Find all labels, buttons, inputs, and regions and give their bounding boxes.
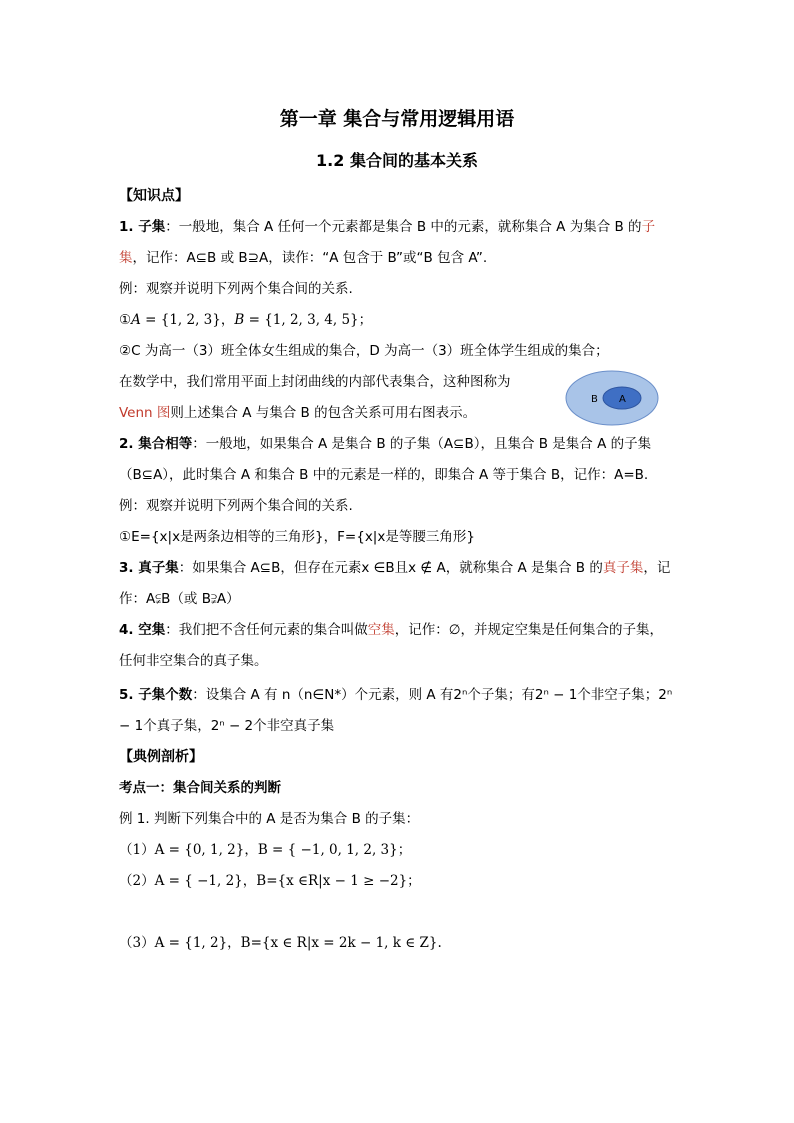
point-5-line-2: − 1个真子集，2ⁿ − 2个非空真子集 — [119, 718, 335, 734]
examples-heading: 【典例剖析】 — [119, 749, 203, 765]
knowledge-heading: 【知识点】 — [119, 188, 189, 204]
example-1-a: ①A = {1, 2, 3}，B = {1, 2, 3, 4, 5}； — [119, 312, 373, 328]
question-1: 例 1. 判断下列集合中的 A 是否为集合 B 的子集： — [119, 811, 420, 827]
venn-keyword: Venn 图 — [119, 405, 171, 421]
chapter-title: 第一章 集合与常用逻辑用语 — [279, 108, 515, 130]
point-4-label: 4. 空集 — [119, 622, 166, 638]
point-3-keyword: 真子集 — [602, 560, 644, 576]
point-2-label: 2. 集合相等 — [119, 436, 193, 452]
topic-1-heading: 考点一：集合间关系的判断 — [119, 780, 281, 796]
example-1-b: ②C 为高一（3）班全体女生组成的集合，D 为高一（3）班全体学生组成的集合； — [119, 343, 609, 359]
venn-text-1: 在数学中，我们常用平面上封闭曲线的内部代表集合，这种图称为 — [119, 374, 511, 390]
example-1-prompt: 例：观察并说明下列两个集合间的关系. — [119, 281, 353, 297]
point-1-line-2 — [119, 248, 487, 268]
point-1-text-2: ，记作：A⊆B 或 B⊇A，读作：“A 包含于 B”或“B 包含 A”. — [132, 250, 488, 266]
venn-text-2: Venn 图则上述集合 A 与集合 B 的包含关系可用右图表示。 — [119, 405, 477, 421]
point-1-label: 1. 子集 — [119, 219, 166, 235]
question-1-part-1: （1）A = {0, 1, 2}，B = { −1, 0, 1, 2, 3}； — [119, 842, 412, 858]
point-3-line-2: 作：A⫋B（或 B⫌A） — [119, 591, 240, 607]
question-1-part-3: （3）A = {1, 2}，B={x ∈ R|x = 2k − 1, k ∈ Z}. — [119, 935, 442, 951]
point-4-line-1: 4. 空集：我们把不含任何元素的集合叫做空集，记作：∅，并规定空集是任何集合的子集， — [119, 622, 663, 638]
point-4-line-2: 任何非空集合的真子集。 — [119, 653, 268, 669]
point-1-keyword: 子 — [641, 219, 656, 235]
set-b-label: B — [591, 394, 598, 405]
point-5-line-1: 5. 子集个数：设集合 A 有 n（n∈N*）个元素，则 A 有2ⁿ个子集；有2ⁿ − 1个非空子集；2ⁿ — [119, 687, 673, 703]
section-title: 1.2 集合间的基本关系 — [316, 151, 478, 170]
example-2-prompt: 例：观察并说明下列两个集合间的关系. — [119, 498, 353, 514]
example-2-a: ①E={x|x是两条边相等的三角形}，F={x|x是等腰三角形} — [119, 529, 475, 545]
point-1-keyword-2: 集 — [119, 250, 133, 266]
point-2-line-2: （B⊆A），此时集合 A 和集合 B 中的元素是一样的，即集合 A 等于集合 B，记作：A=B. — [119, 467, 649, 483]
point-5-label: 5. 子集个数 — [119, 687, 193, 703]
point-1-line-1 — [119, 217, 655, 237]
venn-diagram — [565, 370, 659, 426]
question-1-part-2: （2）A = { −1, 2}，B={x ∈R|x − 1 ≥ −2}； — [119, 873, 421, 889]
set-a-label: A — [619, 394, 626, 405]
point-2-line-1: 2. 集合相等：一般地，如果集合 A 是集合 B 的子集（A⊆B），且集合 B 是集合 A 的子集 — [119, 436, 652, 452]
point-4-keyword: 空集 — [367, 622, 395, 638]
point-3-label: 3. 真子集 — [119, 560, 179, 576]
point-3-line-1: 3. 真子集：如果集合 A⊆B，但存在元素x ∈B且x ∉ A，就称集合 A 是集合 B 的真子集，记 — [119, 560, 671, 576]
point-1-text: ：一般地，集合 A 任何一个元素都是集合 B 中的元素，就称集合 A 为集合 B 的 — [165, 219, 642, 235]
